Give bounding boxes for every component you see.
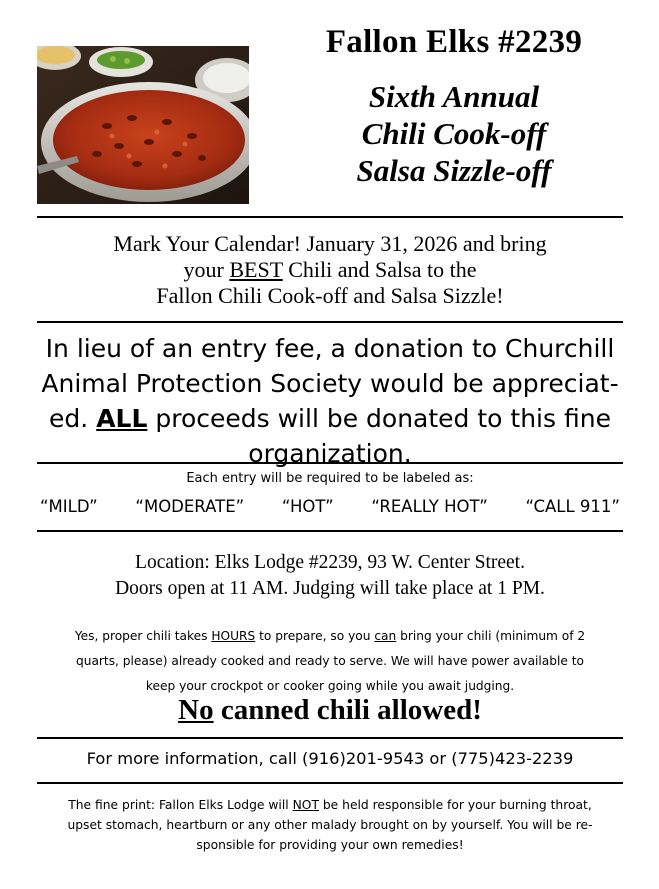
label-really-hot: “REALLY HOT”	[371, 497, 488, 516]
no-canned-text: canned chili allowed!	[213, 694, 482, 726]
fine-print-text: The fine print: Fallon Elks Lodge will	[68, 798, 293, 812]
donation-all-emphasis: ALL	[96, 404, 148, 433]
org-title: Fallon Elks #2239	[325, 24, 583, 60]
event-title	[262, 78, 646, 189]
divider	[37, 737, 623, 739]
donation-text: ed.	[49, 404, 97, 433]
label-mild: “MILD”	[40, 497, 98, 516]
event-line-salsa: Salsa Sizzle-off	[356, 153, 552, 188]
calendar-text: Chili and Salsa to the	[282, 257, 477, 282]
calendar-line-3: Fallon Chili Cook-off and Salsa Sizzle!	[156, 283, 504, 308]
divider	[37, 216, 623, 218]
heat-labels	[37, 497, 623, 516]
prep-can-emphasis: can	[374, 629, 397, 643]
no-emphasis: No	[178, 694, 214, 726]
divider	[37, 462, 623, 464]
prep-text: Yes, proper chili takes	[74, 629, 212, 643]
divider	[37, 321, 623, 323]
donation-line-4: organization.	[248, 439, 412, 468]
calendar-best-emphasis: BEST	[229, 257, 283, 282]
contact-info: For more information, call (916)201-9543 or (775)423-2239	[86, 749, 574, 768]
divider	[37, 530, 623, 532]
calendar-line-2	[37, 257, 623, 283]
fine-print-line-1	[37, 795, 623, 815]
calendar-text: your	[183, 257, 230, 282]
fine-print-text: be held responsible for your burning throat,	[318, 798, 592, 812]
calendar-line-1: Mark Your Calendar! January 31, 2026 and bring	[113, 231, 547, 256]
chili-bowl-icon	[37, 46, 249, 204]
event-line-sixth-annual: Sixth Annual	[368, 79, 540, 114]
label-call-911: “CALL 911”	[525, 497, 620, 516]
event-line-chili: Chili Cook-off	[361, 116, 547, 151]
fine-print	[37, 795, 623, 855]
prep-text: bring your chili (minimum of 2	[396, 629, 586, 643]
location-line-1: Location: Elks Lodge #2239, 93 W. Center Street.	[135, 552, 525, 573]
label-moderate: “MODERATE”	[135, 497, 245, 516]
prep-line-1	[37, 624, 623, 649]
location-line-2: Doors open at 11 AM. Judging will take place at 1 PM.	[115, 578, 545, 599]
prep-line-2: quarts, please) already cooked and ready to serve. We will have power available to	[75, 654, 585, 668]
prep-text: to prepare, so you	[255, 629, 375, 643]
fine-print-not-emphasis: NOT	[292, 798, 319, 812]
prep-line-3: keep your crockpot or cooker going while you await judging.	[145, 679, 515, 693]
fine-print-line-3: sponsible for providing your own remedies!	[196, 838, 464, 852]
location-info	[37, 550, 623, 602]
donation-text: proceeds will be donated to this fine	[147, 404, 611, 433]
donation-notice	[37, 331, 623, 471]
donation-line-2: Animal Protection Society would be appreciat-	[41, 369, 619, 398]
prep-hours-emphasis: HOURS	[211, 629, 256, 643]
label-hot: “HOT”	[281, 497, 334, 516]
donation-line-3	[37, 401, 623, 436]
divider	[37, 782, 623, 784]
chili-bowl-photo	[37, 46, 249, 204]
labels-intro: Each entry will be required to be labeled as:	[186, 471, 474, 486]
calendar-notice	[37, 231, 623, 309]
donation-line-1: In lieu of an entry fee, a donation to Churchill	[45, 334, 615, 363]
prep-notice	[37, 624, 623, 699]
no-canned-warning	[37, 694, 623, 727]
fine-print-line-2: upset stomach, heartburn or any other malady brought on by yourself. You will be re-	[67, 818, 593, 832]
